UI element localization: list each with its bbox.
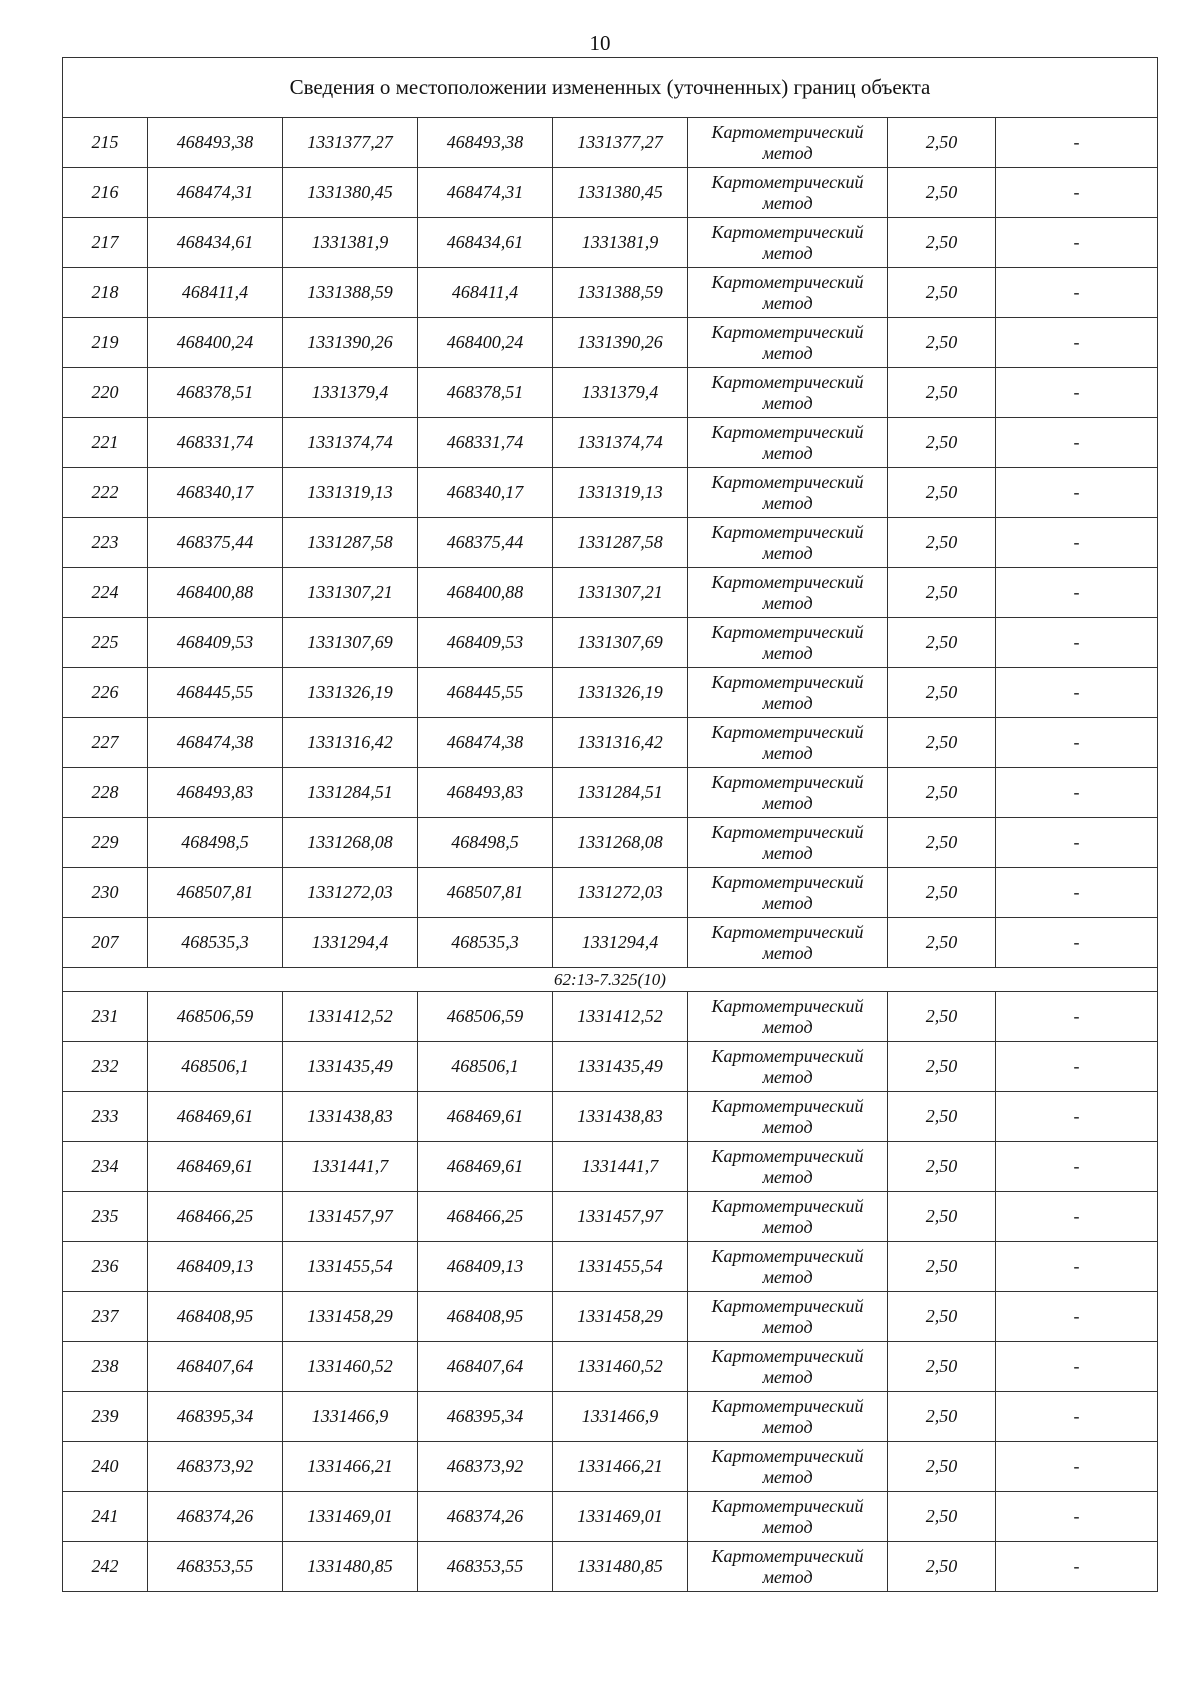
method-cell: Картометрический метод	[688, 1342, 888, 1392]
table-row	[63, 1542, 1158, 1592]
existing-y-cell: 1331307,21	[283, 568, 418, 618]
existing-y-cell: 1331480,85	[283, 1542, 418, 1592]
note-cell: -	[996, 1492, 1158, 1542]
accuracy-cell: 2,50	[888, 118, 996, 168]
refined-y-cell: 1331272,03	[553, 868, 688, 918]
method-cell: Картометрический метод	[688, 118, 888, 168]
accuracy-cell: 2,50	[888, 418, 996, 468]
note-cell: -	[996, 468, 1158, 518]
method-cell: Картометрический метод	[688, 868, 888, 918]
existing-x-cell: 468434,61	[148, 218, 283, 268]
existing-y-cell: 1331381,9	[283, 218, 418, 268]
method-cell: Картометрический метод	[688, 818, 888, 868]
accuracy-cell: 2,50	[888, 768, 996, 818]
note-cell: -	[996, 268, 1158, 318]
note-cell: -	[996, 668, 1158, 718]
existing-x-cell: 468493,38	[148, 118, 283, 168]
parcel-subheading: 62:13-7.325(10)	[63, 968, 1158, 992]
refined-x-cell: 468474,38	[418, 718, 553, 768]
point-number-cell: 236	[63, 1242, 148, 1292]
refined-x-cell: 468400,24	[418, 318, 553, 368]
refined-x-cell: 468493,38	[418, 118, 553, 168]
existing-x-cell: 468506,1	[148, 1042, 283, 1092]
refined-x-cell: 468375,44	[418, 518, 553, 568]
existing-x-cell: 468466,25	[148, 1192, 283, 1242]
refined-x-cell: 468411,4	[418, 268, 553, 318]
method-cell: Картометрический метод	[688, 1192, 888, 1242]
existing-x-cell: 468378,51	[148, 368, 283, 418]
point-number-cell: 223	[63, 518, 148, 568]
accuracy-cell: 2,50	[888, 1342, 996, 1392]
method-cell: Картометрический метод	[688, 518, 888, 568]
existing-y-cell: 1331438,83	[283, 1092, 418, 1142]
method-cell: Картометрический метод	[688, 218, 888, 268]
refined-y-cell: 1331316,42	[553, 718, 688, 768]
accuracy-cell: 2,50	[888, 1242, 996, 1292]
refined-x-cell: 468409,13	[418, 1242, 553, 1292]
existing-x-cell: 468395,34	[148, 1392, 283, 1442]
table-row	[63, 418, 1158, 468]
note-cell: -	[996, 718, 1158, 768]
existing-x-cell: 468474,38	[148, 718, 283, 768]
table-row	[63, 868, 1158, 918]
note-cell: -	[996, 1342, 1158, 1392]
refined-y-cell: 1331457,97	[553, 1192, 688, 1242]
table-row	[63, 568, 1158, 618]
point-number-cell: 226	[63, 668, 148, 718]
accuracy-cell: 2,50	[888, 992, 996, 1042]
existing-x-cell: 468474,31	[148, 168, 283, 218]
table-body	[63, 58, 1158, 1592]
table-row	[63, 992, 1158, 1042]
refined-x-cell: 468331,74	[418, 418, 553, 468]
refined-x-cell: 468507,81	[418, 868, 553, 918]
existing-x-cell: 468373,92	[148, 1442, 283, 1492]
accuracy-cell: 2,50	[888, 918, 996, 968]
table-row	[63, 118, 1158, 168]
point-number-cell: 235	[63, 1192, 148, 1242]
method-cell: Картометрический метод	[688, 1542, 888, 1592]
method-cell: Картометрический метод	[688, 368, 888, 418]
existing-y-cell: 1331460,52	[283, 1342, 418, 1392]
note-cell: -	[996, 118, 1158, 168]
point-number-cell: 227	[63, 718, 148, 768]
accuracy-cell: 2,50	[888, 368, 996, 418]
refined-x-cell: 468378,51	[418, 368, 553, 418]
refined-x-cell: 468353,55	[418, 1542, 553, 1592]
method-cell: Картометрический метод	[688, 768, 888, 818]
existing-x-cell: 468408,95	[148, 1292, 283, 1342]
table-row	[63, 518, 1158, 568]
accuracy-cell: 2,50	[888, 218, 996, 268]
note-cell: -	[996, 1292, 1158, 1342]
accuracy-cell: 2,50	[888, 468, 996, 518]
table-row	[63, 818, 1158, 868]
existing-x-cell: 468535,3	[148, 918, 283, 968]
refined-y-cell: 1331460,52	[553, 1342, 688, 1392]
refined-y-cell: 1331268,08	[553, 818, 688, 868]
table-row	[63, 1342, 1158, 1392]
point-number-cell: 228	[63, 768, 148, 818]
table-row	[63, 1492, 1158, 1542]
subheading-row	[63, 968, 1158, 992]
accuracy-cell: 2,50	[888, 1542, 996, 1592]
note-cell: -	[996, 518, 1158, 568]
point-number-cell: 232	[63, 1042, 148, 1092]
existing-x-cell: 468493,83	[148, 768, 283, 818]
note-cell: -	[996, 868, 1158, 918]
refined-x-cell: 468407,64	[418, 1342, 553, 1392]
existing-y-cell: 1331441,7	[283, 1142, 418, 1192]
table-row	[63, 218, 1158, 268]
refined-y-cell: 1331480,85	[553, 1542, 688, 1592]
note-cell: -	[996, 318, 1158, 368]
existing-y-cell: 1331412,52	[283, 992, 418, 1042]
accuracy-cell: 2,50	[888, 318, 996, 368]
refined-x-cell: 468469,61	[418, 1142, 553, 1192]
refined-y-cell: 1331458,29	[553, 1292, 688, 1342]
existing-y-cell: 1331307,69	[283, 618, 418, 668]
method-cell: Картометрический метод	[688, 1392, 888, 1442]
existing-x-cell: 468506,59	[148, 992, 283, 1042]
point-number-cell: 207	[63, 918, 148, 968]
existing-x-cell: 468409,13	[148, 1242, 283, 1292]
existing-x-cell: 468469,61	[148, 1092, 283, 1142]
point-number-cell: 222	[63, 468, 148, 518]
table-title-row	[63, 58, 1158, 118]
boundary-table-container	[62, 57, 1157, 1592]
table-row	[63, 1442, 1158, 1492]
method-cell: Картометрический метод	[688, 1142, 888, 1192]
method-cell: Картометрический метод	[688, 168, 888, 218]
point-number-cell: 241	[63, 1492, 148, 1542]
method-cell: Картометрический метод	[688, 1442, 888, 1492]
existing-y-cell: 1331272,03	[283, 868, 418, 918]
accuracy-cell: 2,50	[888, 1142, 996, 1192]
refined-x-cell: 468498,5	[418, 818, 553, 868]
table-row	[63, 718, 1158, 768]
table-row	[63, 1142, 1158, 1192]
existing-y-cell: 1331379,4	[283, 368, 418, 418]
point-number-cell: 237	[63, 1292, 148, 1342]
refined-y-cell: 1331435,49	[553, 1042, 688, 1092]
point-number-cell: 217	[63, 218, 148, 268]
refined-y-cell: 1331326,19	[553, 668, 688, 718]
refined-x-cell: 468409,53	[418, 618, 553, 668]
accuracy-cell: 2,50	[888, 568, 996, 618]
method-cell: Картометрический метод	[688, 668, 888, 718]
existing-y-cell: 1331287,58	[283, 518, 418, 568]
existing-y-cell: 1331390,26	[283, 318, 418, 368]
accuracy-cell: 2,50	[888, 1292, 996, 1342]
point-number-cell: 231	[63, 992, 148, 1042]
note-cell: -	[996, 1192, 1158, 1242]
method-cell: Картометрический метод	[688, 1092, 888, 1142]
note-cell: -	[996, 368, 1158, 418]
method-cell: Картометрический метод	[688, 468, 888, 518]
refined-x-cell: 468408,95	[418, 1292, 553, 1342]
refined-y-cell: 1331307,21	[553, 568, 688, 618]
point-number-cell: 230	[63, 868, 148, 918]
table-row	[63, 1242, 1158, 1292]
existing-y-cell: 1331435,49	[283, 1042, 418, 1092]
existing-y-cell: 1331268,08	[283, 818, 418, 868]
accuracy-cell: 2,50	[888, 718, 996, 768]
existing-y-cell: 1331374,74	[283, 418, 418, 468]
note-cell: -	[996, 818, 1158, 868]
point-number-cell: 224	[63, 568, 148, 618]
existing-y-cell: 1331326,19	[283, 668, 418, 718]
point-number-cell: 233	[63, 1092, 148, 1142]
refined-x-cell: 468445,55	[418, 668, 553, 718]
existing-y-cell: 1331380,45	[283, 168, 418, 218]
refined-x-cell: 468474,31	[418, 168, 553, 218]
note-cell: -	[996, 618, 1158, 668]
accuracy-cell: 2,50	[888, 168, 996, 218]
refined-x-cell: 468469,61	[418, 1092, 553, 1142]
point-number-cell: 229	[63, 818, 148, 868]
method-cell: Картометрический метод	[688, 1042, 888, 1092]
refined-y-cell: 1331307,69	[553, 618, 688, 668]
refined-y-cell: 1331412,52	[553, 992, 688, 1042]
table-row	[63, 768, 1158, 818]
accuracy-cell: 2,50	[888, 868, 996, 918]
boundary-coordinates-table	[62, 57, 1158, 1592]
note-cell: -	[996, 1042, 1158, 1092]
table-row	[63, 1192, 1158, 1242]
refined-x-cell: 468535,3	[418, 918, 553, 968]
existing-y-cell: 1331466,9	[283, 1392, 418, 1442]
note-cell: -	[996, 1542, 1158, 1592]
table-row	[63, 268, 1158, 318]
existing-y-cell: 1331458,29	[283, 1292, 418, 1342]
method-cell: Картометрический метод	[688, 1242, 888, 1292]
point-number-cell: 221	[63, 418, 148, 468]
existing-x-cell: 468407,64	[148, 1342, 283, 1392]
table-row	[63, 668, 1158, 718]
point-number-cell: 225	[63, 618, 148, 668]
table-row	[63, 918, 1158, 968]
note-cell: -	[996, 992, 1158, 1042]
point-number-cell: 239	[63, 1392, 148, 1442]
refined-y-cell: 1331319,13	[553, 468, 688, 518]
existing-y-cell: 1331469,01	[283, 1492, 418, 1542]
refined-y-cell: 1331284,51	[553, 768, 688, 818]
refined-x-cell: 468340,17	[418, 468, 553, 518]
refined-x-cell: 468434,61	[418, 218, 553, 268]
existing-x-cell: 468445,55	[148, 668, 283, 718]
refined-y-cell: 1331388,59	[553, 268, 688, 318]
existing-x-cell: 468409,53	[148, 618, 283, 668]
refined-y-cell: 1331441,7	[553, 1142, 688, 1192]
existing-x-cell: 468375,44	[148, 518, 283, 568]
accuracy-cell: 2,50	[888, 668, 996, 718]
point-number-cell: 238	[63, 1342, 148, 1392]
note-cell: -	[996, 1442, 1158, 1492]
note-cell: -	[996, 568, 1158, 618]
existing-y-cell: 1331388,59	[283, 268, 418, 318]
point-number-cell: 240	[63, 1442, 148, 1492]
note-cell: -	[996, 218, 1158, 268]
accuracy-cell: 2,50	[888, 1042, 996, 1092]
table-row	[63, 368, 1158, 418]
existing-x-cell: 468374,26	[148, 1492, 283, 1542]
method-cell: Картометрический метод	[688, 1292, 888, 1342]
refined-x-cell: 468466,25	[418, 1192, 553, 1242]
table-row	[63, 1392, 1158, 1442]
existing-y-cell: 1331319,13	[283, 468, 418, 518]
refined-y-cell: 1331390,26	[553, 318, 688, 368]
existing-y-cell: 1331316,42	[283, 718, 418, 768]
accuracy-cell: 2,50	[888, 1492, 996, 1542]
existing-x-cell: 468498,5	[148, 818, 283, 868]
existing-x-cell: 468340,17	[148, 468, 283, 518]
refined-y-cell: 1331379,4	[553, 368, 688, 418]
refined-y-cell: 1331469,01	[553, 1492, 688, 1542]
method-cell: Картометрический метод	[688, 268, 888, 318]
refined-x-cell: 468395,34	[418, 1392, 553, 1442]
point-number-cell: 220	[63, 368, 148, 418]
refined-y-cell: 1331466,21	[553, 1442, 688, 1492]
method-cell: Картометрический метод	[688, 718, 888, 768]
accuracy-cell: 2,50	[888, 1442, 996, 1492]
method-cell: Картометрический метод	[688, 618, 888, 668]
refined-x-cell: 468373,92	[418, 1442, 553, 1492]
table-row	[63, 468, 1158, 518]
note-cell: -	[996, 418, 1158, 468]
method-cell: Картометрический метод	[688, 918, 888, 968]
refined-y-cell: 1331380,45	[553, 168, 688, 218]
existing-x-cell: 468411,4	[148, 268, 283, 318]
method-cell: Картометрический метод	[688, 1492, 888, 1542]
refined-y-cell: 1331455,54	[553, 1242, 688, 1292]
existing-y-cell: 1331284,51	[283, 768, 418, 818]
refined-x-cell: 468374,26	[418, 1492, 553, 1542]
refined-x-cell: 468506,1	[418, 1042, 553, 1092]
existing-y-cell: 1331466,21	[283, 1442, 418, 1492]
point-number-cell: 218	[63, 268, 148, 318]
existing-x-cell: 468400,88	[148, 568, 283, 618]
point-number-cell: 242	[63, 1542, 148, 1592]
existing-x-cell: 468469,61	[148, 1142, 283, 1192]
note-cell: -	[996, 1092, 1158, 1142]
refined-x-cell: 468493,83	[418, 768, 553, 818]
refined-y-cell: 1331374,74	[553, 418, 688, 468]
note-cell: -	[996, 918, 1158, 968]
point-number-cell: 216	[63, 168, 148, 218]
existing-x-cell: 468353,55	[148, 1542, 283, 1592]
table-row	[63, 1042, 1158, 1092]
accuracy-cell: 2,50	[888, 268, 996, 318]
page-number: 10	[589, 31, 611, 55]
accuracy-cell: 2,50	[888, 818, 996, 868]
existing-x-cell: 468507,81	[148, 868, 283, 918]
refined-y-cell: 1331438,83	[553, 1092, 688, 1142]
note-cell: -	[996, 1392, 1158, 1442]
point-number-cell: 219	[63, 318, 148, 368]
point-number-cell: 215	[63, 118, 148, 168]
existing-y-cell: 1331377,27	[283, 118, 418, 168]
existing-y-cell: 1331455,54	[283, 1242, 418, 1292]
accuracy-cell: 2,50	[888, 618, 996, 668]
note-cell: -	[996, 1142, 1158, 1192]
refined-x-cell: 468506,59	[418, 992, 553, 1042]
refined-y-cell: 1331381,9	[553, 218, 688, 268]
method-cell: Картометрический метод	[688, 992, 888, 1042]
point-number-cell: 234	[63, 1142, 148, 1192]
note-cell: -	[996, 1242, 1158, 1292]
method-cell: Картометрический метод	[688, 418, 888, 468]
table-row	[63, 318, 1158, 368]
existing-y-cell: 1331457,97	[283, 1192, 418, 1242]
accuracy-cell: 2,50	[888, 1092, 996, 1142]
note-cell: -	[996, 168, 1158, 218]
existing-y-cell: 1331294,4	[283, 918, 418, 968]
existing-x-cell: 468331,74	[148, 418, 283, 468]
method-cell: Картометрический метод	[688, 318, 888, 368]
accuracy-cell: 2,50	[888, 1192, 996, 1242]
existing-x-cell: 468400,24	[148, 318, 283, 368]
table-row	[63, 618, 1158, 668]
table-row	[63, 1292, 1158, 1342]
refined-y-cell: 1331294,4	[553, 918, 688, 968]
method-cell: Картометрический метод	[688, 568, 888, 618]
refined-x-cell: 468400,88	[418, 568, 553, 618]
note-cell: -	[996, 768, 1158, 818]
table-row	[63, 168, 1158, 218]
accuracy-cell: 2,50	[888, 518, 996, 568]
refined-y-cell: 1331377,27	[553, 118, 688, 168]
refined-y-cell: 1331287,58	[553, 518, 688, 568]
refined-y-cell: 1331466,9	[553, 1392, 688, 1442]
table-row	[63, 1092, 1158, 1142]
table-title: Сведения о местоположении измененных (уточненных) границ объекта	[63, 58, 1158, 118]
accuracy-cell: 2,50	[888, 1392, 996, 1442]
